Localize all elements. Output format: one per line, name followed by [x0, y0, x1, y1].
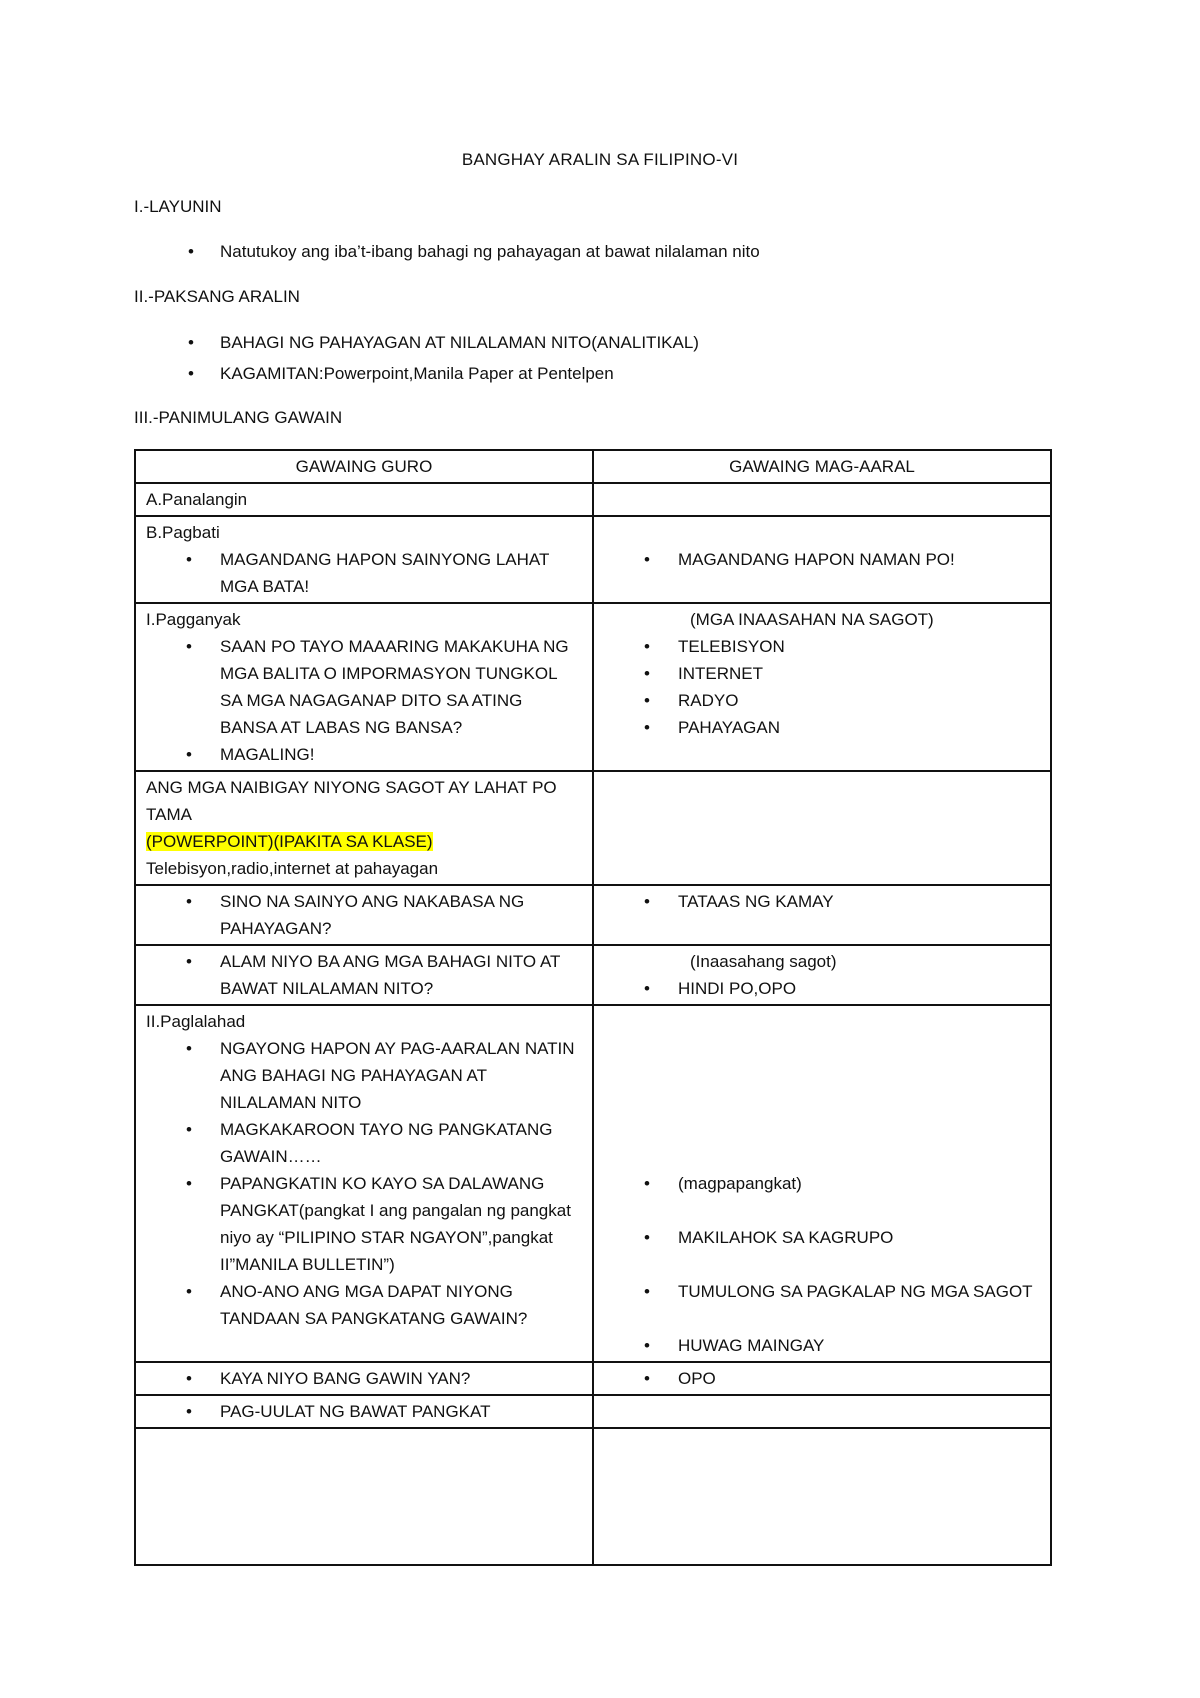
- guro-bullets: [146, 633, 582, 768]
- expected-answer-note: (MGA INAASAHAN NA SAGOT): [690, 610, 934, 629]
- table-row: [135, 945, 1051, 1005]
- bullet-icon: •: [186, 1174, 192, 1193]
- list-item: • MAGANDANG HAPON NAMAN PO!: [604, 546, 1040, 573]
- table-row: [135, 483, 1051, 516]
- list-item: • ALAM NIYO BA ANG MGA BAHAGI NITO AT BAWAT NILALAMAN NITO?: [146, 948, 582, 1002]
- bullet-icon: •: [644, 664, 650, 683]
- list-item: • MAKILAHOK SA KAGRUPO: [604, 1224, 1040, 1251]
- expected-answer-note: (Inaasahang sagot): [690, 952, 837, 971]
- list-item: • HUWAG MAINGAY: [604, 1332, 1040, 1359]
- list-item: • TUMULONG SA PAGKALAP NG MGA SAGOT: [604, 1278, 1040, 1305]
- cell-guro: [135, 1395, 593, 1428]
- cell-aaral: [593, 1395, 1051, 1428]
- page-title: BANGHAY ARALIN SA FILIPINO-VI: [461, 150, 739, 169]
- guro-bullets: [146, 1035, 582, 1332]
- list-item: • KAYA NIYO BANG GAWIN YAN?: [146, 1365, 582, 1392]
- bullet-icon: •: [644, 979, 650, 998]
- section-heading-paksang-aralin: II.-PAKSANG ARALIN: [134, 287, 300, 306]
- bullet-icon: •: [186, 745, 192, 764]
- table-row: [135, 1362, 1051, 1395]
- bullet-icon: •: [644, 718, 650, 737]
- bullet-icon: •: [644, 1228, 650, 1247]
- cell-guro: [135, 1362, 593, 1395]
- bullet-icon: •: [644, 1336, 650, 1355]
- list-item: • SINO NA SAINYO ANG NAKABASA NG PAHAYAGAN?: [146, 888, 582, 942]
- bullet-icon: •: [188, 333, 194, 352]
- bullet-icon: •: [186, 1402, 192, 1421]
- list-item: • ANO-ANO ANG MGA DAPAT NIYONG TANDAAN SA PANGKATANG GAWAIN?: [146, 1278, 582, 1332]
- list-item: • HINDI PO,OPO: [604, 975, 1040, 1002]
- row-label: A.Panalangin: [146, 490, 248, 509]
- bullet-icon: •: [186, 1369, 192, 1388]
- list-item: • TATAAS NG KAMAY: [604, 888, 1040, 915]
- aaral-bullets: [604, 975, 1040, 1002]
- cell-aaral: [593, 516, 1051, 603]
- guro-bullets: [146, 1365, 582, 1392]
- bullet-icon: •: [644, 550, 650, 569]
- header-gawaing-guro: GAWAING GURO: [135, 450, 593, 483]
- guro-bullets: [146, 546, 582, 600]
- bullet-icon: •: [186, 637, 192, 656]
- bullet-icon: •: [186, 892, 192, 911]
- cell-aaral: [593, 483, 1051, 516]
- bullet-icon: •: [186, 1039, 192, 1058]
- bullet-icon: •: [188, 364, 194, 383]
- table-row-empty: [135, 1428, 1051, 1565]
- cell-aaral: [593, 1005, 1051, 1362]
- cell-aaral: [593, 1362, 1051, 1395]
- highlighted-instruction: (POWERPOINT)(IPAKITA SA KLASE): [146, 832, 433, 851]
- table-row: [135, 885, 1051, 945]
- cell-guro: [135, 1005, 593, 1362]
- row-label: B.Pagbati: [146, 523, 220, 542]
- list-item: • TELEBISYON: [604, 633, 1040, 660]
- header-gawaing-mag-aaral: GAWAING MAG-AARAL: [593, 450, 1051, 483]
- row-label: II.Paglalahad: [146, 1012, 246, 1031]
- list-item: • PAHAYAGAN: [604, 714, 1040, 741]
- table-row: [135, 1005, 1051, 1362]
- list-item: • MAGKAKAROON TAYO NG PANGKATANG GAWAIN……: [146, 1116, 582, 1170]
- list-item: • RADYO: [604, 687, 1040, 714]
- cell-guro: [135, 771, 593, 885]
- bullet-icon: •: [186, 550, 192, 569]
- table-row: [135, 1395, 1051, 1428]
- section-heading-layunin: I.-LAYUNIN: [134, 197, 222, 216]
- cell-guro: [135, 885, 593, 945]
- list-item: • Natutukoy ang iba’t-ibang bahagi ng pahayagan at bawat nilalaman nito: [134, 236, 760, 267]
- cell-aaral: [593, 603, 1051, 771]
- statement-text: ANG MGA NAIBIGAY NIYONG SAGOT AY LAHAT PO TAMA: [146, 778, 557, 824]
- row-label: I.Pagganyak: [146, 610, 241, 629]
- list-item: • MAGANDANG HAPON SAINYONG LAHAT MGA BATA!: [146, 546, 582, 600]
- section-heading-panimulang-gawain: III.-PANIMULANG GAWAIN: [134, 408, 343, 427]
- list-item: • OPO: [604, 1365, 1040, 1392]
- cell-aaral: [593, 885, 1051, 945]
- bullet-icon: •: [644, 892, 650, 911]
- answers-text: Telebisyon,radio,internet at pahayagan: [146, 859, 439, 878]
- bullet-icon: •: [644, 691, 650, 710]
- paksang-aralin-list: [134, 327, 699, 389]
- layunin-list: [134, 236, 760, 267]
- bullet-icon: •: [644, 1282, 650, 1301]
- list-item: • SAAN PO TAYO MAAARING MAKAKUHA NG MGA BALITA O IMPORMASYON TUNGKOL SA MGA NAGAGANAP DITO SA ATING BANSA AT LABAS NG BANSA?: [146, 633, 582, 741]
- table-header-row: [135, 450, 1051, 483]
- guro-bullets: [146, 948, 582, 1002]
- list-item: • INTERNET: [604, 660, 1040, 687]
- bullet-icon: •: [186, 1282, 192, 1301]
- bullet-icon: •: [644, 1174, 650, 1193]
- cell-guro: [135, 1428, 593, 1565]
- cell-aaral: [593, 771, 1051, 885]
- list-item: • PAPANGKATIN KO KAYO SA DALAWANG PANGKAT(pangkat I ang pangalan ng pangkat niyo ay “PILIPINO STAR NGAYON”,pangkat II”MANILA BULLETIN”): [146, 1170, 582, 1278]
- cell-guro: [135, 603, 593, 771]
- aaral-bullets: [604, 1170, 1040, 1359]
- table-row: [135, 771, 1051, 885]
- cell-aaral: [593, 1428, 1051, 1565]
- table-row: [135, 516, 1051, 603]
- bullet-icon: •: [644, 637, 650, 656]
- guro-bullets: [146, 1398, 582, 1425]
- aaral-bullets: [604, 1365, 1040, 1392]
- aaral-bullets: [604, 633, 1040, 741]
- list-item: • BAHAGI NG PAHAYAGAN AT NILALAMAN NITO(ANALITIKAL): [134, 327, 699, 358]
- aaral-bullets: [604, 546, 1040, 573]
- cell-guro: [135, 483, 593, 516]
- aaral-bullets: [604, 888, 1040, 915]
- cell-aaral: [593, 945, 1051, 1005]
- bullet-icon: •: [186, 1120, 192, 1139]
- cell-guro: [135, 945, 593, 1005]
- bullet-icon: •: [188, 242, 194, 261]
- list-item: • MAGALING!: [146, 741, 582, 768]
- list-item: • NGAYONG HAPON AY PAG-AARALAN NATIN ANG BAHAGI NG PAHAYAGAN AT NILALAMAN NITO: [146, 1035, 582, 1116]
- bullet-icon: •: [644, 1369, 650, 1388]
- list-item: • PAG-UULAT NG BAWAT PANGKAT: [146, 1398, 582, 1425]
- cell-guro: [135, 516, 593, 603]
- lesson-table: [134, 449, 1052, 1566]
- guro-bullets: [146, 888, 582, 942]
- list-item: • (magpapangkat): [604, 1170, 1040, 1197]
- table-row: [135, 603, 1051, 771]
- bullet-icon: •: [186, 952, 192, 971]
- list-item: • KAGAMITAN:Powerpoint,Manila Paper at Pentelpen: [134, 358, 699, 389]
